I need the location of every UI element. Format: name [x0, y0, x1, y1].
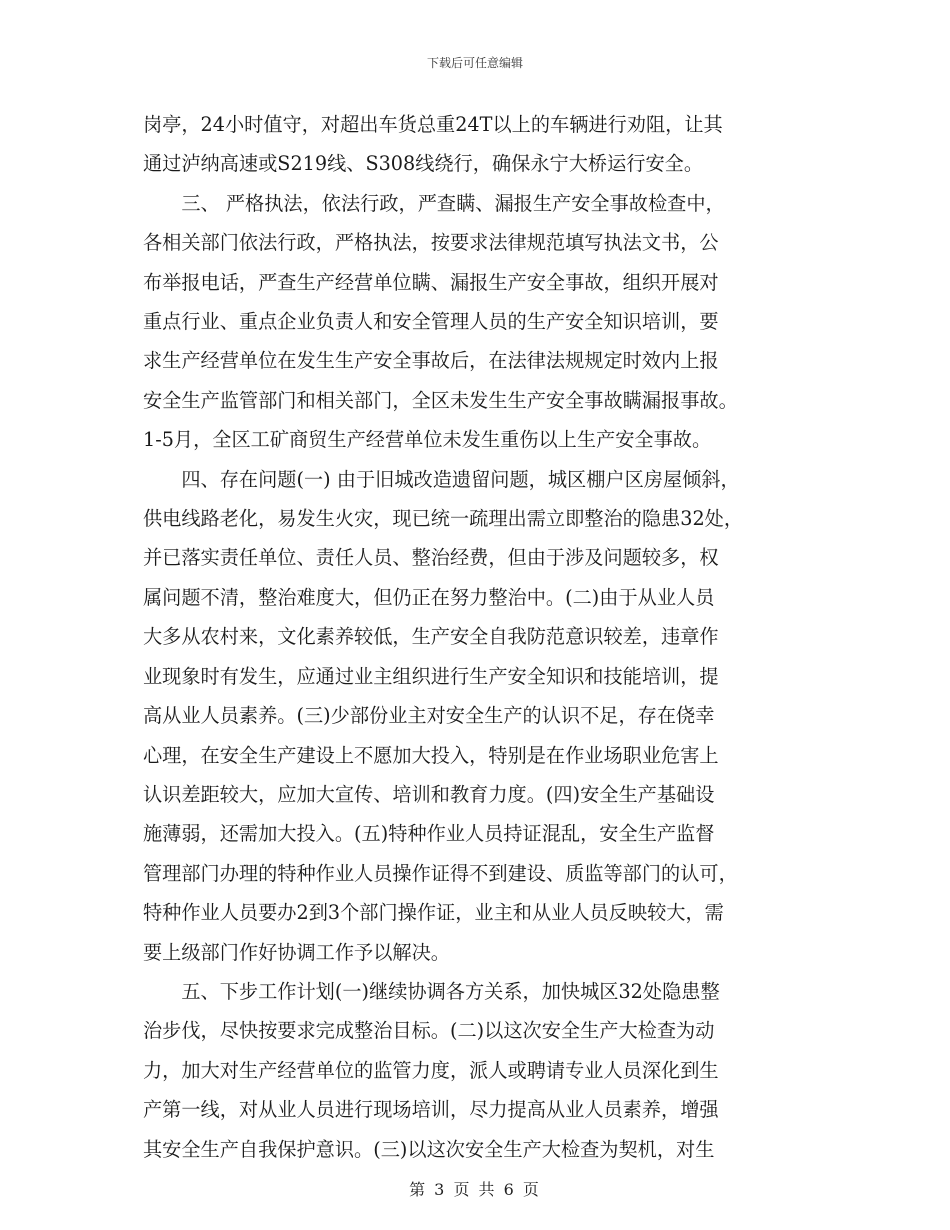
body-line: 1-5月，全区工矿商贸生产经营单位未发生重伤以上生产安全事故。 — [143, 428, 712, 452]
body-line: 高从业人员素养。(三)少部份业主对安全生产的认识不足，存在侥幸 — [143, 704, 715, 728]
body-line: 其安全生产自我保护意识。(三)以这次安全生产大检查为契机，对生 — [143, 1137, 715, 1161]
page-footer: 第 3 页 共 6 页 — [409, 1180, 541, 1199]
body-line: 要上级部门作好协调工作予以解决。 — [143, 940, 450, 964]
body-line: 各相关部门依法行政，严格执法，按要求法律规范填写执法文书，公 — [143, 231, 719, 255]
body-line: 治步伐，尽快按要求完成整治目标。(二)以这次安全生产大检查为动 — [143, 1019, 715, 1043]
body-line: 三、 严格执法，依法行政，严查瞒、漏报生产安全事故检查中， — [143, 191, 725, 215]
body-line: 四、存在问题(一) 由于旧城改造遗留问题，城区棚户区房屋倾斜， — [143, 467, 740, 491]
body-line: 布举报电话，严查生产经营单位瞒、漏报生产安全事故，组织开展对 — [143, 270, 719, 294]
body-line: 求生产经营单位在发生生产安全事故后，在法律法规规定时效内上报 — [143, 349, 719, 373]
body-line: 特种作业人员要办2到3个部门操作证，业主和从业人员反映较大，需 — [143, 901, 724, 925]
body-line: 管理部门办理的特种作业人员操作证得不到建设、质监等部门的认可， — [143, 861, 738, 885]
document-body — [143, 105, 813, 1169]
body-line: 岗亭，24小时值守，对超出车货总重24T以上的车辆进行劝阻，让其 — [143, 113, 723, 136]
body-line: 业现象时有发生，应通过业主组织进行生产安全知识和技能培训，提 — [143, 664, 719, 688]
body-line: 供电线路老化，易发生火灾，现已统一疏理出需立即整治的隐患32处， — [143, 507, 744, 531]
body-line: 五、下步工作计划(一)继续协调各方关系，加快城区32处隐患整 — [143, 979, 720, 1003]
body-line: 并已落实责任单位、责任人员、整治经费，但由于涉及问题较多，权 — [143, 546, 719, 570]
body-line: 通过泸纳高速或S219线、S308线绕行，确保永宁大桥运行安全。 — [143, 152, 704, 176]
body-line: 施薄弱，还需加大投入。(五)特种作业人员持证混乱，安全生产监督 — [143, 822, 715, 846]
body-line: 认识差距较大，应加大宣传、培训和教育力度。(四)安全生产基础设 — [143, 782, 715, 806]
page-header: 下载后可任意编辑 — [426, 56, 523, 70]
body-line: 属问题不清，整治难度大，但仍正在努力整治中。(二)由于从业人员 — [143, 585, 715, 609]
body-line: 力，加大对生产经营单位的监管力度，派人或聘请专业人员深化到生 — [143, 1058, 719, 1082]
body-line: 重点行业、重点企业负责人和安全管理人员的生产安全知识培训，要 — [143, 310, 719, 334]
body-line: 心理，在安全生产建设上不愿加大投入，特别是在作业场职业危害上 — [143, 743, 719, 767]
body-line: 大多从农村来，文化素养较低，生产安全自我防范意识较差，违章作 — [143, 625, 719, 649]
body-line: 安全生产监管部门和相关部门，全区未发生生产安全事故瞒漏报事故。 — [143, 388, 738, 412]
body-line: 产第一线，对从业人员进行现场培训，尽力提高从业人员素养，增强 — [143, 1098, 719, 1122]
